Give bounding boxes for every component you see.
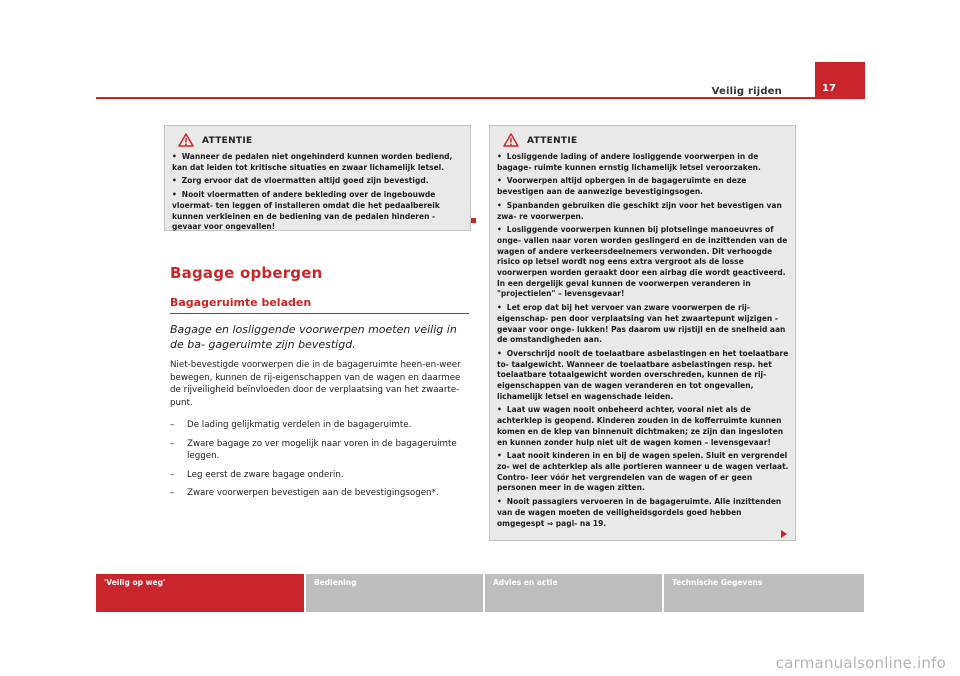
- footer-tab-label: Technische Gegevens: [672, 578, 763, 587]
- warning-box-left: [164, 125, 471, 231]
- header-rule: [96, 97, 865, 99]
- warning-item: • Spanbanden gebruiken die geschikt zijn voor het bevestigen van zwa- re voorwerpen.: [497, 201, 789, 222]
- page-number: 17: [822, 83, 836, 94]
- warning-item: • Losliggende lading of andere losliggende voorwerpen in de bagage- ruimte kunnen ernstig lichamelijk letsel veroorzaken.: [497, 152, 789, 173]
- warning-box-right: [489, 125, 796, 541]
- step-item: – Zware voorwerpen bevestigen aan de bevestigingsogen*.: [170, 487, 470, 500]
- footer-tab-advies-en-actie[interactable]: [485, 574, 662, 612]
- footer-tab-veilig-op-weg[interactable]: [96, 574, 304, 612]
- step-item: – Leg eerst de zware bagage onderin.: [170, 469, 470, 482]
- footer-tab-technische-gegevens[interactable]: [664, 574, 864, 612]
- footer-tab-label: Bediening: [314, 578, 357, 587]
- warning-icon: [503, 133, 519, 147]
- section-subheading: Bagageruimte beladen: [170, 296, 312, 309]
- subheading-rule: [170, 313, 469, 314]
- body-paragraph: Niet-bevestigde voorwerpen die in de bagageruimte heen-en-weer bewegen, kunnen de rij-eigenschappen van de wagen en daarmee de rijveiligheid beïnvloeden door de verplaatsing van het zwaarte- punt.: [170, 360, 461, 408]
- warning-item: • Nooit vloermatten of andere bekleding over de ingebouwde vloermat- ten leggen of installeren omdat die het pedaalbereik kunnen verkleinen en de bediening van de pedalen hinderen - gevaar voor ongevallen!: [172, 190, 464, 233]
- warning-item: • Losliggende voorwerpen kunnen bij plotselinge manoeuvres of onge- vallen naar voren worden geslingerd en de inzittenden van de wagen of andere verkeersdeelnemers verwonden. Dit verhoogde risico op letsel wordt nog eens extra vergroot als de losse voorwerpen worden geraakt door een airbag die wordt geactiveerd. In een dergelijk geval kunnen de voorwerpen veranderen in "projectielen" – levensgevaar!: [497, 225, 789, 300]
- step-list: [170, 419, 470, 506]
- warning-item: • Zorg ervoor dat de vloermatten altijd goed zijn bevestigd.: [172, 176, 464, 187]
- warning-list: [497, 152, 789, 529]
- step-item: – De lading gelijkmatig verdelen in de bagageruimte.: [170, 419, 470, 432]
- warning-item: • Wanneer de pedalen niet ongehinderd kunnen worden bediend, kan dat leiden tot kritische situaties en zwaar lichamelijk letsel.: [172, 152, 464, 173]
- warning-item: • Voorwerpen altijd opbergen in de bagageruimte en deze bevestigen aan de aanwezige bevestigingsogen.: [497, 176, 789, 197]
- warning-label: ATTENTIE: [527, 136, 578, 146]
- warning-item: • Laat uw wagen nooit onbeheerd achter, vooral niet als de achterklep is geopend. Kinderen zouden in de kofferruimte kunnen komen en de klep van binnenuit dichtmaken; ze zijn dan ingesloten en kunnen zonder hulp niet uit de wagen komen – levensgevaar!: [497, 405, 789, 448]
- watermark: carmanualsonline.info: [775, 654, 946, 672]
- intro-text: Bagage en losliggende voorwerpen moeten veilig in de ba- gageruimte zijn bevestigd.: [170, 323, 457, 351]
- warning-item: • Laat nooit kinderen in en bij de wagen spelen. Sluit en vergrendel zo- wel de achterklep als alle portieren wanneer u de wagen verlaat. Contro- leer vóór het vergrendelen van de wagen of er geen personen meer in de wagen zitten.: [497, 451, 789, 494]
- warning-item: • Let erop dat bij het vervoer van zware voorwerpen de rij-eigenschap- pen door verplaatsing van het zwaartepunt wijzigen - gevaar voor onge- lukken! Pas daarom uw rijstijl en de snelheid aan de omstandigheden aan.: [497, 303, 789, 346]
- warning-item: • Overschrijd nooit de toelaatbare asbelastingen en het toelaatbare to- taalgewicht. Wanneer de toelaatbare asbelastingen resp. het toelaatbare totaalgewicht worden overschreden, kunnen de rij-eigenschappen van de wagen veranderen en tot ongevallen, lichamelijk letsel en wagenschade leiden.: [497, 349, 789, 403]
- continue-arrow-icon: [781, 530, 787, 538]
- footer-tab-label: Advies en actie: [493, 578, 558, 587]
- section-end-marker: [471, 218, 476, 223]
- footer-tab-bediening[interactable]: [306, 574, 483, 612]
- footer-tab-label: 'Veilig op weg': [104, 578, 166, 587]
- warning-item: • Nooit passagiers vervoeren in de bagageruimte. Alle inzittenden van de wagen moeten de veiligheidsgordels goed hebben omgegespt ⇒ pagi- na 19.: [497, 497, 789, 529]
- step-item: – Zware bagage zo ver mogelijk naar voren in de bagageruimte leggen.: [170, 438, 470, 463]
- section-heading: Bagage opbergen: [170, 264, 323, 282]
- warning-label: ATTENTIE: [202, 136, 253, 146]
- section-title: Veilig rijden: [711, 86, 782, 97]
- warning-list: [172, 152, 464, 233]
- warning-icon: [178, 133, 194, 147]
